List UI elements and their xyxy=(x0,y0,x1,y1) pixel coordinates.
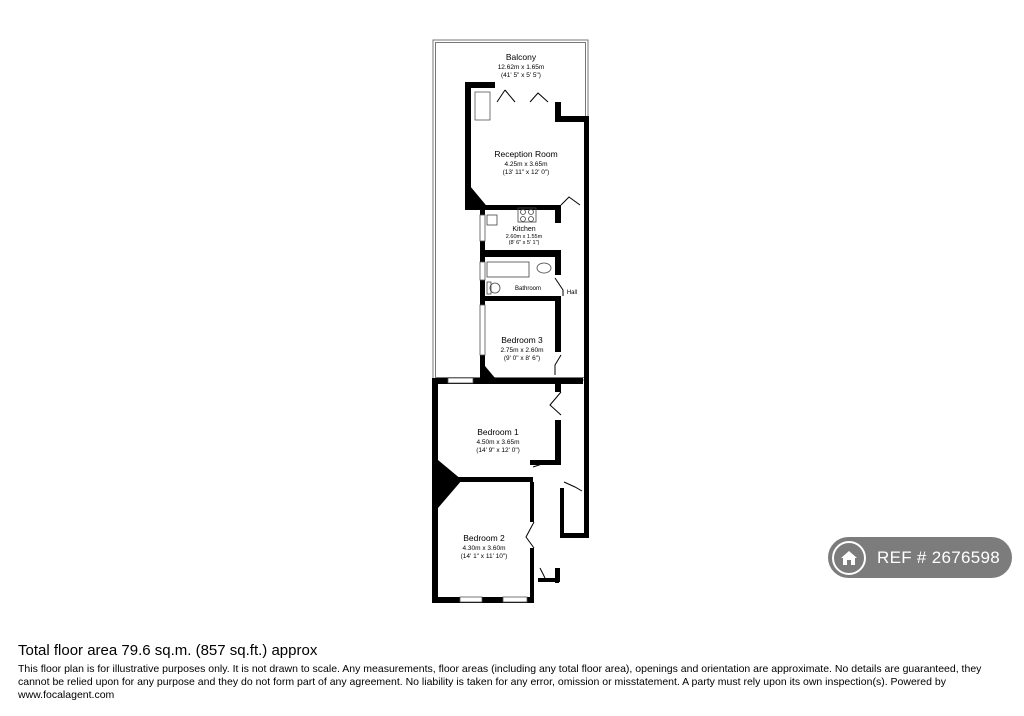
footer xyxy=(18,642,1008,702)
bedroom3-dims-ft: (9' 0" x 8' 6") xyxy=(503,355,541,362)
bedroom2-dims-ft: (14' 1" x 11' 10") xyxy=(460,553,508,560)
kitchen-dims-ft: (8' 6" x 5' 1") xyxy=(508,240,540,246)
bedroom2-dims-m: 4.30m x 3.60m xyxy=(462,545,506,552)
reception-dims-ft: (13' 11" x 12' 0") xyxy=(502,169,550,176)
balcony-label xyxy=(498,52,545,79)
balcony-name: Balcony xyxy=(505,52,537,62)
bedroom2-name: Bedroom 2 xyxy=(463,533,505,543)
ref-number: REF # 2676598 xyxy=(877,547,1000,567)
bedroom1-label xyxy=(476,427,520,454)
bedroom2-label xyxy=(461,533,508,560)
reception-dims-m: 4.25m x 3.65m xyxy=(504,161,548,168)
disclaimer-text: This floor plan is for illustrative purposes only. It is not drawn to scale. Any measurements, floor areas (including any total floor area), openings and orientation are approximate. No details are guaranteed, they cannot be relied upon for any purpose and they do not form part of any agreement. No liability is taken for any error, omission or misstatement. A party must rely upon its own inspection(s). Powered by www.focalagent.com xyxy=(18,663,982,701)
hall-name: Hall xyxy=(566,290,578,296)
bedroom1-name: Bedroom 1 xyxy=(477,427,519,437)
home-icon xyxy=(832,541,866,575)
total-floor-area: Total floor area 79.6 sq.m. (857 sq.ft.) approx xyxy=(18,642,318,659)
kitchen-name: Kitchen xyxy=(512,226,536,233)
reception-name: Reception Room xyxy=(494,149,558,159)
balcony-dims-ft: (41' 5" x 5' 5") xyxy=(501,72,541,79)
bedroom3-dims-m: 2.75m x 2.60m xyxy=(500,347,544,354)
bathroom-name: Bathroom xyxy=(514,286,542,292)
kitchen-dims-m: 2.60m x 1.55m xyxy=(505,234,543,240)
bedroom3-label xyxy=(501,335,544,362)
reception-room-label xyxy=(494,149,557,176)
bedroom1-dims-m: 4.50m x 3.65m xyxy=(476,439,520,446)
bedroom3-name: Bedroom 3 xyxy=(501,335,543,345)
balcony-dims-m: 12.62m x 1.65m xyxy=(497,64,545,71)
bedroom1-dims-ft: (14' 9" x 12' 0") xyxy=(476,447,520,454)
ref-badge xyxy=(828,537,1012,578)
kitchen-label xyxy=(506,226,543,246)
